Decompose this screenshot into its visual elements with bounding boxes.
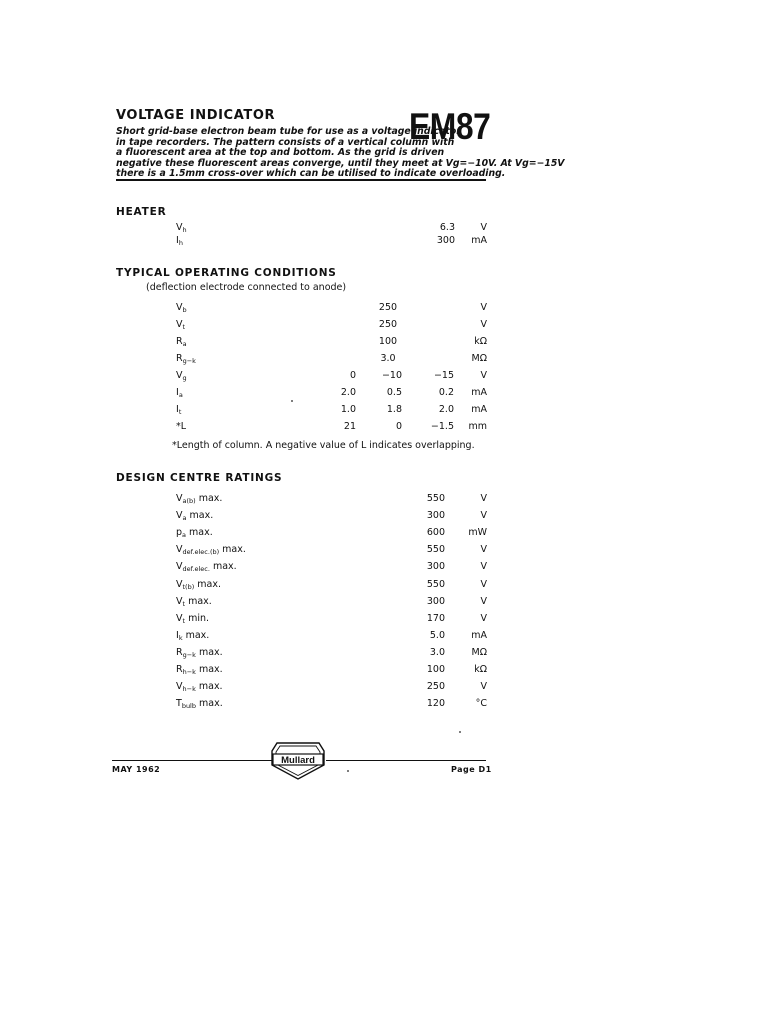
param-unit: V [480,578,487,590]
param-value: 3.0 [380,353,396,364]
param-unit: mm [468,421,487,432]
footer-rule-right [326,760,486,761]
param-symbol: *L [176,421,187,432]
param-symbol: $V_{t(b)}$ max. [176,578,221,591]
param-unit: V [480,681,487,693]
param-value: 120 [426,698,445,710]
param-value-2: 0 [395,421,402,432]
description-line: negative these fluorescent areas converge, until they meet at Vg=−10V. At Vg=−15V [116,157,565,169]
param-unit: V [480,493,487,504]
param-value: 250 [426,681,445,693]
param-symbol: $I_a$ [176,387,183,399]
param-value: 300 [426,595,445,607]
heater-heading: HEATER [116,206,167,218]
param-value-1: 1.0 [340,404,356,415]
typical-heading: TYPICAL OPERATING CONDITIONS [116,267,337,279]
param-value-2: 1.8 [386,404,402,415]
param-value: 100 [426,664,445,675]
param-value: 6.3 [439,222,455,233]
param-symbol: $V_g$ [176,370,187,382]
footer-date: MAY 1962 [112,765,161,774]
param-symbol: $I_t$ [176,404,182,416]
param-symbol: $R_{g-k}$ [176,353,196,365]
param-value: 600 [426,527,445,539]
param-value: 550 [426,493,445,504]
speck [347,770,349,772]
param-unit: V [480,612,487,624]
footer-page: Page D1 [451,765,492,774]
typical-subheading: (deflection electrode connected to anode) [146,282,347,293]
param-symbol: $V_{def.elec.}$ max. [176,561,237,574]
param-unit: MΩ [471,646,487,658]
param-symbol: $V_{h-k}$ max. [176,681,223,694]
description-line: there is a 1.5mm cross-over which can be utilised to indicate overloading. [116,168,506,180]
param-unit: V [480,510,487,522]
param-value: 250 [378,302,398,313]
param-unit: V [480,302,487,313]
page-title: VOLTAGE INDICATOR [116,108,276,123]
speck [459,731,461,733]
param-symbol: $T_{bulb}$ max. [176,698,223,711]
param-value: 300 [426,561,445,573]
description-line: a fluorescent area at the top and bottom. As the grid is driven [116,147,445,159]
param-value: 300 [436,235,455,246]
param-value: 550 [426,578,445,590]
param-unit: V [480,319,487,330]
param-value-1: 0 [349,370,356,381]
param-value-3: −1.5 [430,421,454,432]
param-value: 100 [378,336,398,347]
param-unit: kΩ [474,664,487,675]
param-unit: mA [471,629,487,641]
param-value-1: 2.0 [340,387,356,398]
param-unit: °C [475,698,487,710]
param-value: 250 [378,319,398,330]
param-symbol: $V_t$ min. [176,612,210,625]
footnote: *Length of column. A negative value of L indicates overlapping. [172,440,475,451]
param-unit: mA [471,387,487,398]
param-symbol: $I_h$ [176,235,183,247]
param-value-2: −10 [381,370,402,381]
param-value: 550 [426,544,445,556]
param-unit: V [480,370,487,381]
header-rule [116,179,486,181]
param-symbol: $R_{h-k}$ max. [176,664,223,676]
param-symbol: $V_t$ max. [176,595,212,608]
ratings-heading: DESIGN CENTRE RATINGS [116,472,283,484]
param-unit: V [480,544,487,556]
param-unit: kΩ [474,336,487,347]
footer-rule-left [112,760,272,761]
param-symbol: $V_a$ max. [176,510,214,523]
param-value-3: −15 [433,370,454,381]
param-value: 170 [426,612,445,624]
param-value-3: 0.2 [438,387,454,398]
param-unit: mA [471,235,487,246]
tube-code: EM87 [409,106,491,147]
param-unit: V [480,595,487,607]
param-unit: V [480,561,487,573]
param-symbol: $V_b$ [176,302,187,314]
param-value: 5.0 [429,629,445,641]
param-symbol: $R_a$ [176,336,187,348]
param-value-1: 21 [343,421,356,432]
param-value: 300 [426,510,445,522]
param-symbol: $I_k$ max. [176,629,210,642]
param-unit: MΩ [471,353,487,364]
param-symbol: $V_t$ [176,319,186,331]
param-symbol: $R_{g-k}$ max. [176,646,223,659]
param-unit: V [480,222,487,233]
description-line: Short grid-base electron beam tube for use as a voltage indicator [116,126,461,137]
mullard-logo-text: Mullard [281,755,315,766]
mullard-logo [271,741,325,781]
param-symbol: $V_{def.elec.(b)}$ max. [176,544,246,557]
param-value-2: 0.5 [386,387,402,398]
speck [291,400,293,402]
param-value: 3.0 [429,646,445,658]
param-unit: mA [471,404,487,415]
param-symbol: $p_a$ max. [176,527,213,540]
description-line: in tape recorders. The pattern consists of a vertical column with [116,136,455,148]
param-symbol: $V_h$ [176,222,187,234]
param-unit: mW [468,527,487,539]
param-symbol: $V_{a(b)}$ max. [176,493,223,505]
param-value-3: 2.0 [438,404,454,415]
